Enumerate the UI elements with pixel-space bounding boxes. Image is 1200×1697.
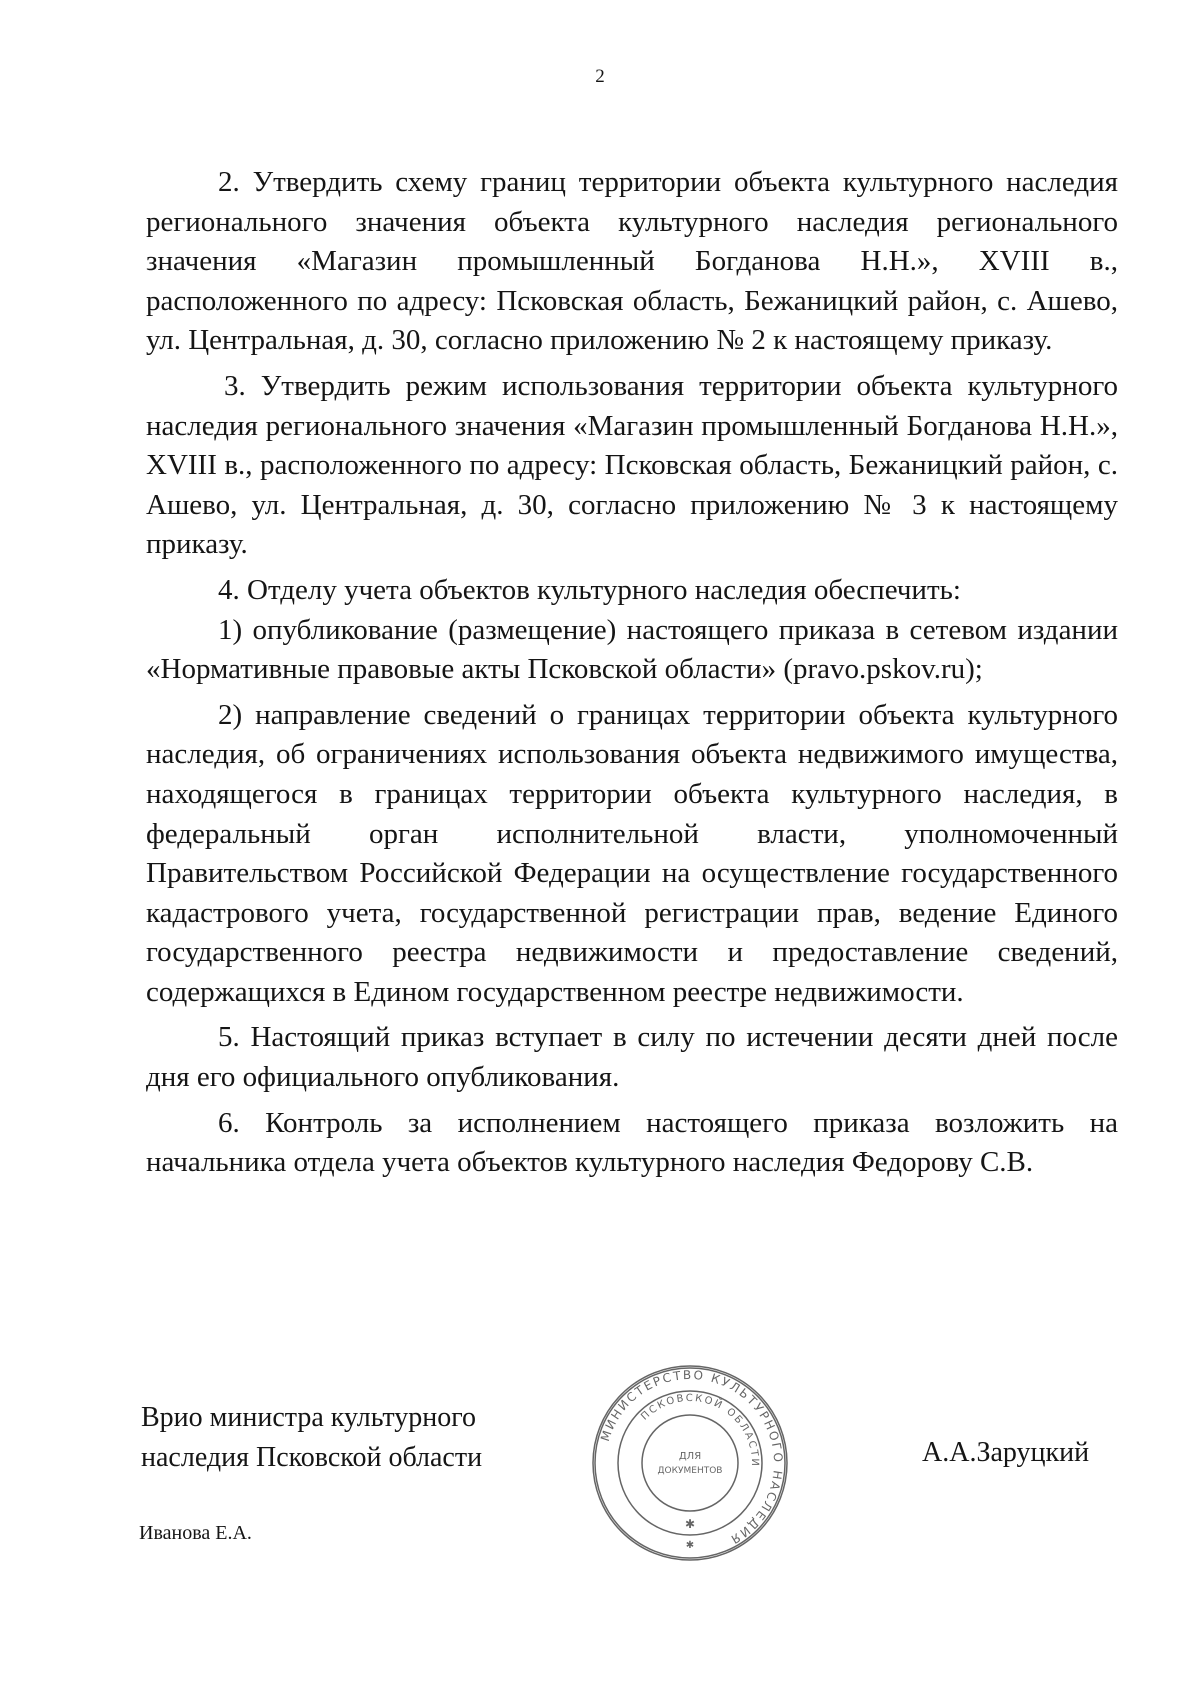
executor-name: Иванова Е.А.	[139, 1522, 252, 1544]
paragraph-6: 6. Контроль за исполнением настоящего приказа возложить на начальника отдела учета объектов культурного наследия Федорову С.В.	[146, 1106, 1118, 1179]
signer-title	[141, 1398, 482, 1478]
svg-text:✱: ✱	[685, 1540, 695, 1551]
paragraph-2: 2. Утвердить схему границ территории объекта культурного наследия регионального значения объекта культурного наследия регионального значения «Магазин промышленный Богданова Н.Н.», XVIII в., расположенного по адресу: Псковская область, Бежаницкий район, с. Ашево, ул. Центральная, д. 30, согласно приложению № 2 к настоящему приказу.	[146, 166, 1118, 357]
seal-center-line-2: ДОКУМЕНТОВ	[657, 1466, 723, 1476]
paragraph-3: 3. Утвердить режим использования территории объекта культурного наследия регионального значения «Магазин промышленный Богданова Н.Н.», XVIII в., расположенного по адресу: Псковская область, Бежаницкий район, с. Ашево, ул. Центральная, д. 30, согласно приложению № 3 к настоящему приказу.	[146, 369, 1118, 561]
paragraph-4-item-1: 1) опубликование (размещение) настоящего приказа в сетевом издании «Нормативные правовые акты Псковской области» (pravo.pskov.ru);	[146, 613, 1118, 686]
signer-name: А.А.Заруцкий	[922, 1437, 1090, 1468]
seal-center-line-1: ДЛЯ	[678, 1451, 702, 1462]
seal-outer-text: МИНИСТЕРСТВО КУЛЬТУРНОГО НАСЛЕДИЯ	[597, 1367, 786, 1548]
paragraph-4-item-2: 2) направление сведений о границах территории объекта культурного наследия, об ограничениях использования объекта недвижимого имущества, находящегося в границах территории объекта культурного наследия, в федеральный орган исполнительной власти, уполномоченный Правительством Российской Федерации на осуществление государственного кадастрового учета, государственной регистрации прав, ведение Единого государственного реестра недвижимости и предоставление сведений, содержащихся в Едином государственном реестре недвижимости.	[146, 698, 1118, 1008]
official-seal	[590, 1363, 790, 1563]
page-number: 2	[595, 66, 605, 87]
document-body	[146, 163, 1118, 1183]
paragraph-5: 5. Настоящий приказ вступает в силу по истечении десяти дней после дня его официального опубликования.	[146, 1021, 1118, 1094]
svg-text:✱: ✱	[684, 1517, 696, 1531]
signer-title-line-2: наследия Псковской области	[141, 1442, 483, 1473]
paragraph-4: 4. Отделу учета объектов культурного наследия обеспечить:	[218, 573, 961, 606]
seal-inner-text: ПСКОВСКОЙ ОБЛАСТИ	[639, 1392, 761, 1468]
signer-title-line-1: Врио министра культурного	[141, 1402, 477, 1433]
